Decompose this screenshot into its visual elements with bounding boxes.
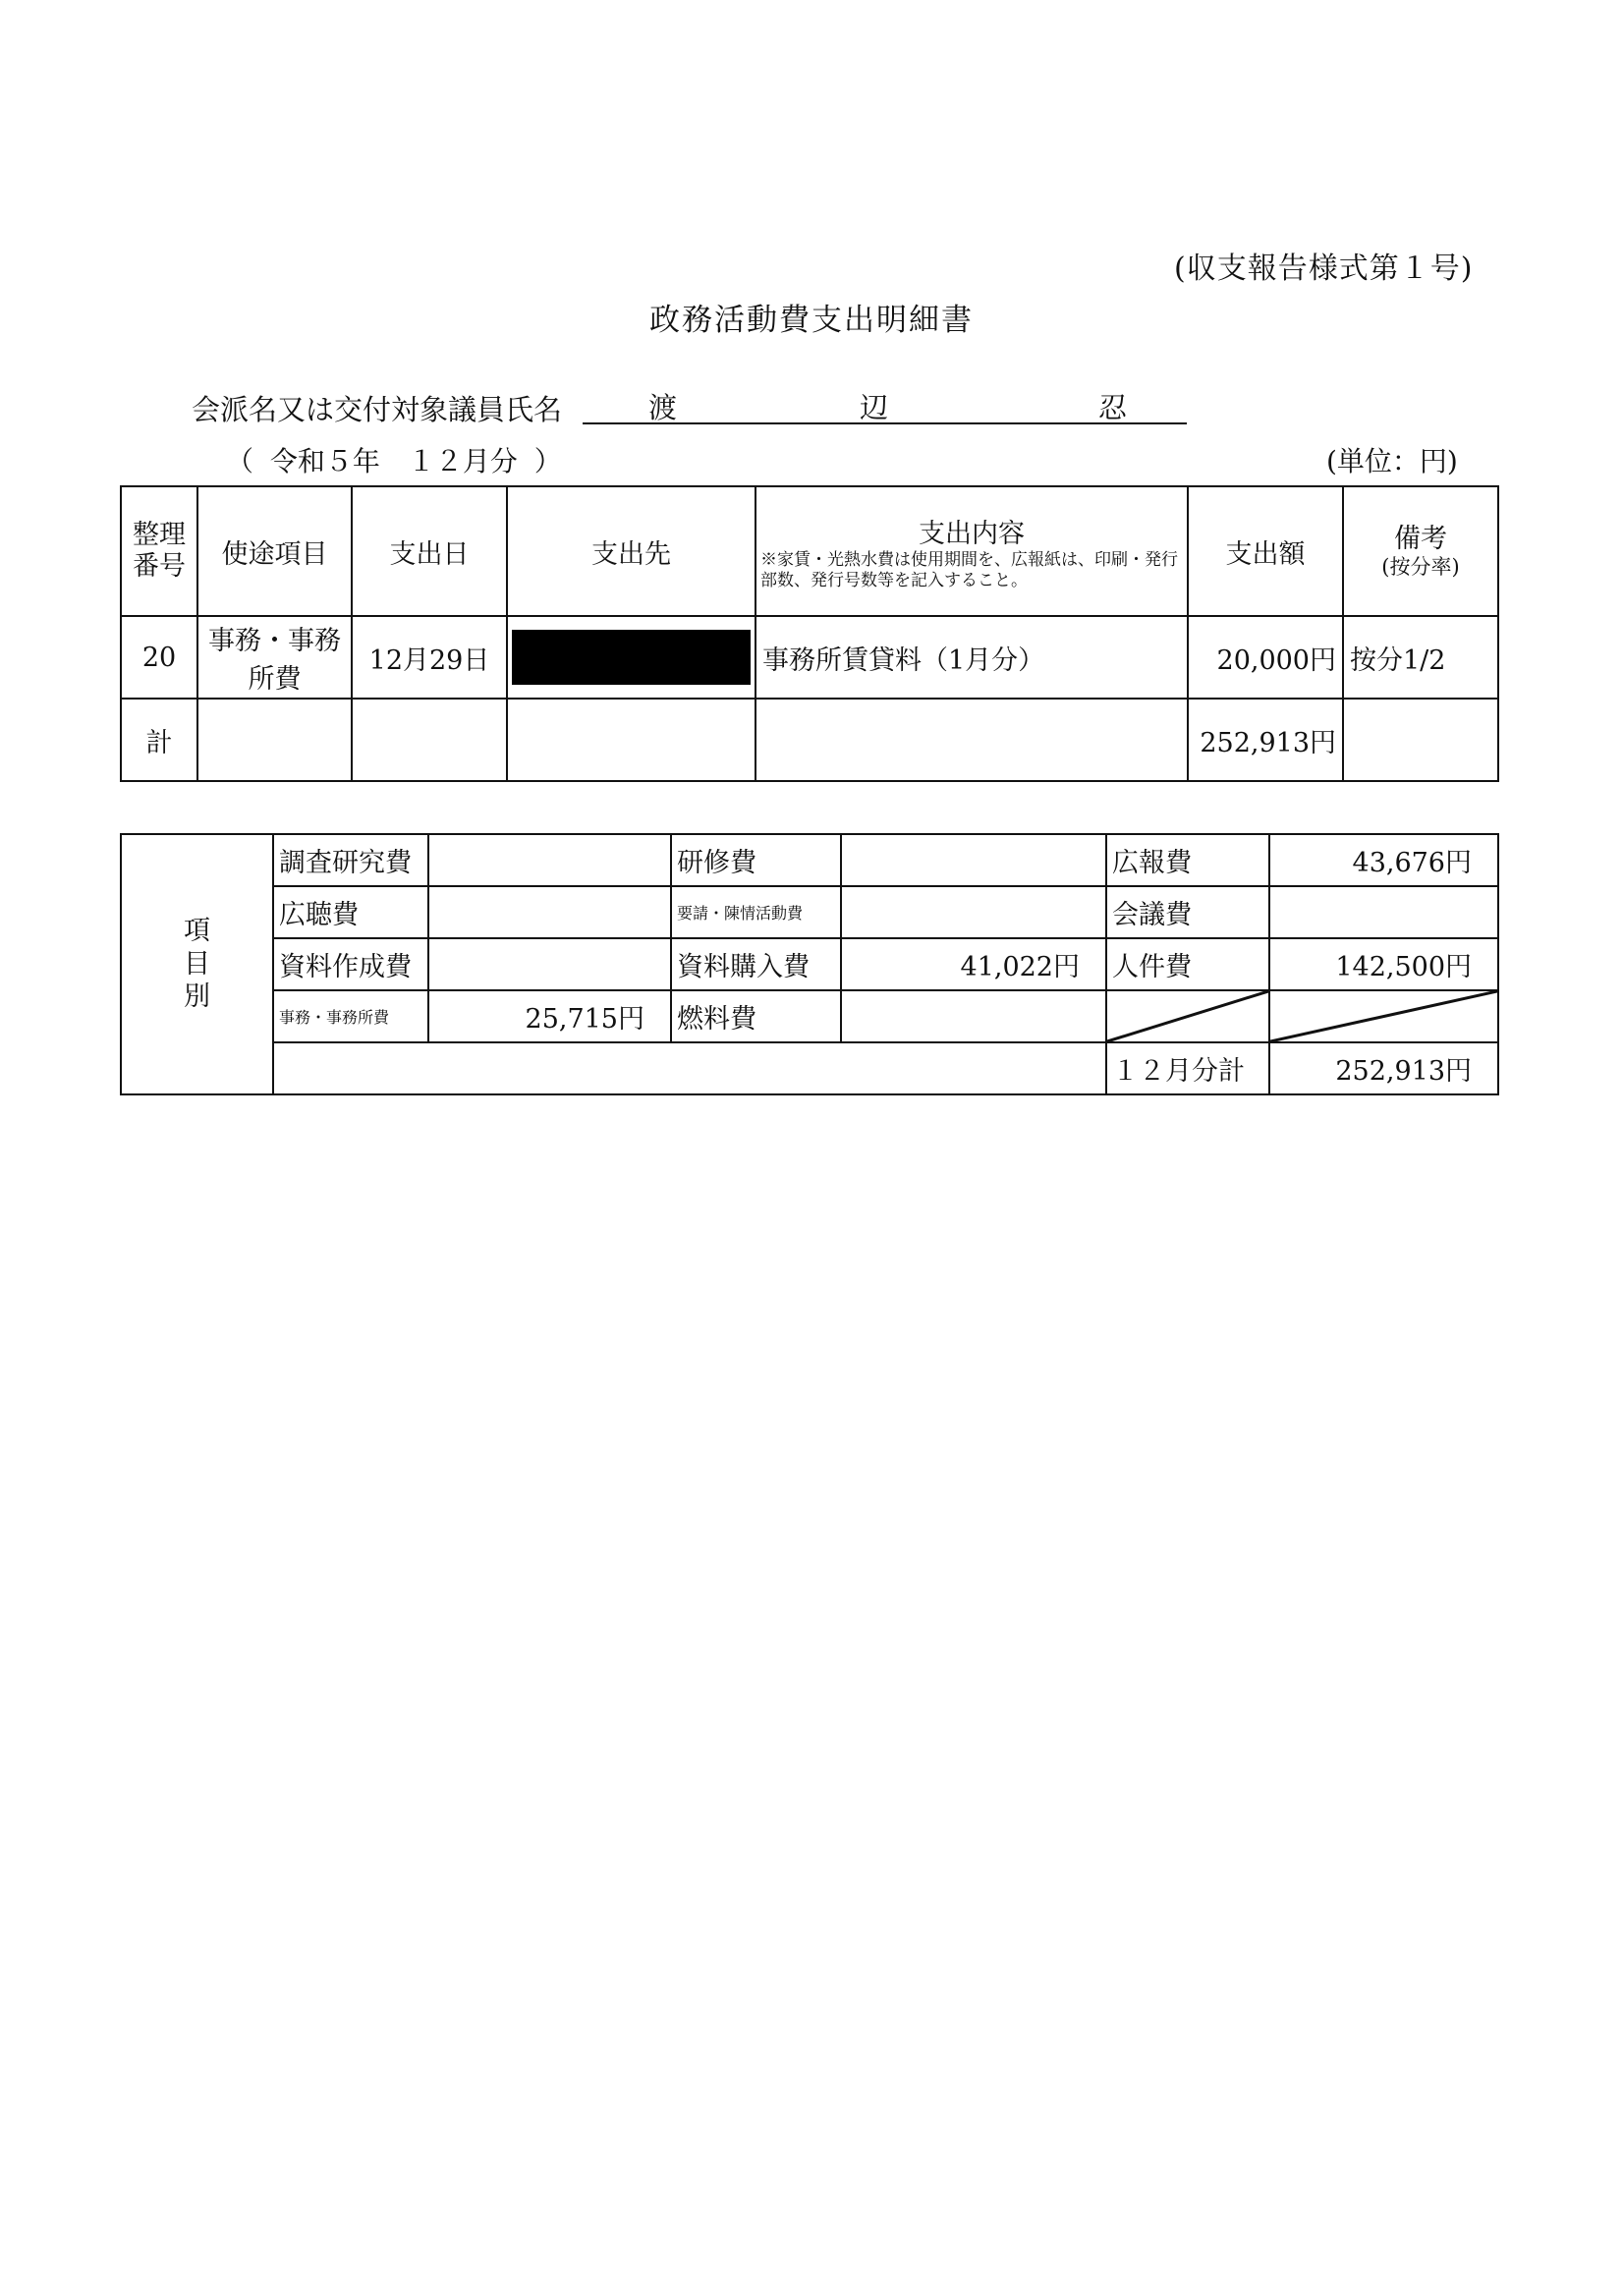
- total-blank-1: [197, 699, 352, 781]
- month-total-label: １２月分計: [1106, 1042, 1269, 1094]
- docs-buy-label: 資料購入費: [671, 938, 841, 990]
- meeting-value: [1269, 886, 1498, 938]
- side-label-char-1: 項: [184, 915, 210, 946]
- report-period: （ 令和５年 １２月分 ）: [226, 445, 562, 477]
- petition-label: 要請・陳情活動費: [671, 886, 841, 938]
- header-content-note: ※家賃・光熱水費は使用期間を、広報紙は、印刷・発行部数、発行号数等を記入すること。: [760, 549, 1178, 590]
- total-label: 計: [121, 699, 197, 781]
- table-header-row: [121, 486, 1498, 616]
- hearing-value: [428, 886, 671, 938]
- row-amount: 20,000円: [1188, 616, 1343, 699]
- header-date: 支出日: [352, 486, 507, 616]
- header-remarks-line1: 備考: [1394, 523, 1447, 554]
- research-value: [428, 834, 671, 886]
- row-date: 12月29日: [352, 616, 507, 699]
- month-total-value: 252,913円: [1269, 1042, 1498, 1094]
- docs-make-label: 資料作成費: [273, 938, 428, 990]
- summary-row-3: [121, 938, 1498, 990]
- form-identifier: (収支報告様式第１号): [1174, 252, 1474, 286]
- summary-row-5: [121, 1042, 1498, 1094]
- petition-value: [841, 886, 1106, 938]
- name-label: 会派名又は交付対象議員氏名: [192, 393, 563, 426]
- side-label-char-2: 目: [184, 948, 210, 980]
- header-number-line2: 番号: [133, 551, 186, 582]
- unit-label: (単位：円): [1326, 445, 1458, 477]
- personnel-value: 142,500円: [1269, 938, 1498, 990]
- office-value: 25,715円: [428, 990, 671, 1042]
- total-blank-3: [507, 699, 756, 781]
- header-content-title: 支出内容: [919, 518, 1025, 549]
- pr-value: 43,676円: [1269, 834, 1498, 886]
- row-number: 20: [121, 616, 197, 699]
- member-name-char-3: 忍: [1098, 391, 1128, 424]
- header-remarks-line2: (按分率): [1381, 554, 1460, 579]
- training-label: 研修費: [671, 834, 841, 886]
- category-side-label: [121, 834, 273, 1094]
- header-amount: 支出額: [1188, 486, 1343, 616]
- header-payee: 支出先: [507, 486, 756, 616]
- diagonal-cell-1: [1106, 990, 1269, 1042]
- row-category: 事務・事務所費: [197, 616, 352, 699]
- fuel-label: 燃料費: [671, 990, 841, 1042]
- total-blank-5: [1343, 699, 1498, 781]
- row-remarks: 按分1/2: [1343, 616, 1498, 699]
- side-label-char-3: 別: [184, 981, 210, 1013]
- header-remarks: [1343, 486, 1498, 616]
- office-label: 事務・事務所費: [273, 990, 428, 1042]
- document-title: 政務活動費支出明細書: [649, 303, 974, 338]
- total-blank-4: [756, 699, 1188, 781]
- summary-row-2: [121, 886, 1498, 938]
- docs-make-value: [428, 938, 671, 990]
- diagonal-cell-2: [1269, 990, 1498, 1042]
- table-row: [121, 616, 1498, 699]
- redaction-block: [512, 630, 751, 685]
- diagonal-line-2: [1270, 991, 1497, 1041]
- fuel-value: [841, 990, 1106, 1042]
- row-payee: [507, 616, 756, 699]
- member-name-char-2: 辺: [860, 391, 889, 424]
- meeting-label: 会議費: [1106, 886, 1269, 938]
- header-number-line1: 整理: [133, 520, 186, 551]
- header-content: [756, 486, 1188, 616]
- header-number: [121, 486, 197, 616]
- total-row: [121, 699, 1498, 781]
- hearing-label: 広聴費: [273, 886, 428, 938]
- total-amount: 252,913円: [1188, 699, 1343, 781]
- expense-detail-table: [120, 485, 1499, 782]
- row-content: 事務所賃貸料（1月分）: [756, 616, 1188, 699]
- summary-blank-area: [273, 1042, 1106, 1094]
- personnel-label: 人件費: [1106, 938, 1269, 990]
- research-label: 調査研究費: [273, 834, 428, 886]
- member-name-char-1: 渡: [648, 391, 678, 424]
- summary-row-1: [121, 834, 1498, 886]
- docs-buy-value: 41,022円: [841, 938, 1106, 990]
- training-value: [841, 834, 1106, 886]
- total-blank-2: [352, 699, 507, 781]
- diagonal-line-1: [1107, 991, 1268, 1041]
- pr-label: 広報費: [1106, 834, 1269, 886]
- category-summary-table: [120, 833, 1499, 1095]
- header-category: 使途項目: [197, 486, 352, 616]
- summary-row-4: [121, 990, 1498, 1042]
